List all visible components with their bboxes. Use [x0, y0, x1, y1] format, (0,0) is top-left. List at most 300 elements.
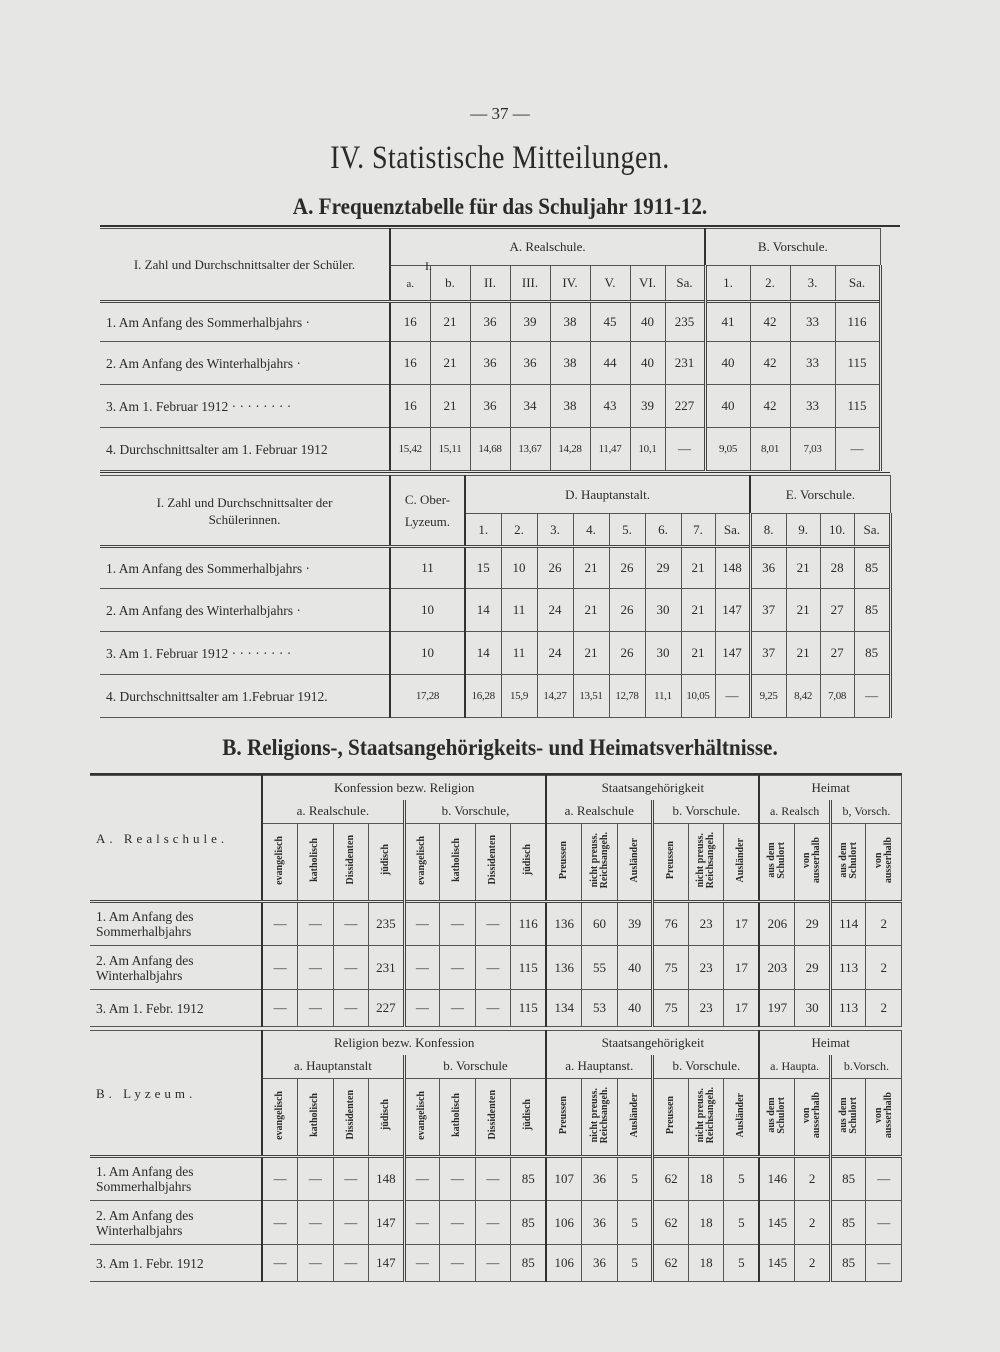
- table-label-header: A. Realschule.: [90, 776, 262, 902]
- religion-table-lyzeum: [90, 1030, 902, 1282]
- column-header: evangelisch: [416, 1090, 428, 1140]
- column-header-cell: [475, 1079, 511, 1157]
- table-row: [100, 302, 880, 342]
- cell: —: [298, 1157, 334, 1201]
- section-b-title: B. Religions-, Staatsangehörigkeits- und Heimatsverhältnisse.: [222, 735, 778, 760]
- column-header-cell: [550, 266, 590, 302]
- cell: 21: [573, 589, 609, 632]
- column-header: a.: [406, 278, 415, 290]
- cell: —: [835, 428, 880, 471]
- cell: —: [440, 902, 476, 946]
- cell: 113: [830, 946, 866, 990]
- column-header: Sa.: [848, 275, 866, 290]
- column-header-cell: [790, 266, 835, 302]
- cell: 27: [820, 589, 854, 632]
- cell: 37: [750, 589, 786, 632]
- cell: 116: [835, 302, 880, 342]
- cell: 16,28: [465, 675, 501, 718]
- cell: 11: [390, 547, 465, 589]
- column-header: b.: [445, 275, 455, 290]
- column-header: 3.: [537, 514, 573, 547]
- cell: —: [298, 990, 334, 1027]
- cell: 2: [866, 990, 902, 1027]
- table-row: [90, 990, 902, 1027]
- column-header-cell: [369, 1079, 405, 1157]
- column-header-cell: [404, 824, 440, 902]
- cell: 29: [645, 547, 681, 589]
- cell: 85: [830, 1201, 866, 1245]
- column-header: von ausserhalb: [872, 836, 894, 884]
- column-header-cell: [653, 1079, 689, 1157]
- group-header: Heimat: [759, 1031, 901, 1055]
- cell: 37: [750, 632, 786, 675]
- cell: 38: [550, 385, 590, 428]
- cell: —: [333, 902, 369, 946]
- column-header: Preussen: [665, 840, 677, 880]
- page-title: IV. Statistische Mitteilungen.: [330, 140, 670, 176]
- cell: 115: [835, 385, 880, 428]
- cell: 10: [501, 547, 537, 589]
- column-header: von ausserhalb: [801, 836, 823, 884]
- cell: 15: [465, 547, 501, 589]
- column-header-cell: [759, 1079, 795, 1157]
- cell: 40: [630, 342, 665, 385]
- cell: 62: [653, 1245, 689, 1282]
- column-header: 8.: [750, 514, 786, 547]
- cell: 26: [609, 547, 645, 589]
- column-header-cell: [440, 824, 476, 902]
- cell: 235: [665, 302, 705, 342]
- cell: 41: [705, 302, 750, 342]
- cell: 85: [830, 1245, 866, 1282]
- column-header: 2.: [501, 514, 537, 547]
- group-header: A. Realschule.: [390, 229, 705, 266]
- cell: 16: [390, 302, 430, 342]
- cell: 206: [759, 902, 795, 946]
- cell: —: [333, 946, 369, 990]
- column-header-cell: [688, 824, 724, 902]
- column-header: von ausserhalb: [801, 1091, 823, 1139]
- table-row: [90, 1157, 902, 1201]
- cell: 39: [510, 302, 550, 342]
- cell: 21: [573, 547, 609, 589]
- cell: —: [333, 1245, 369, 1282]
- column-header: 10.: [820, 514, 854, 547]
- cell: —: [866, 1245, 902, 1282]
- frequency-table-boys: [100, 228, 882, 471]
- cell: —: [440, 1245, 476, 1282]
- frequency-table-girls: [100, 475, 892, 718]
- row-label: 1. Am Anfang des Sommerhalbjahrs: [90, 1157, 262, 1201]
- column-header-cell: [830, 824, 866, 902]
- cell: 11: [501, 589, 537, 632]
- cell: 53: [582, 990, 618, 1027]
- cell: 30: [645, 589, 681, 632]
- column-header: Ausländer: [735, 837, 747, 883]
- cell: 17: [724, 946, 760, 990]
- group-header: D. Hauptanstalt.: [465, 476, 750, 514]
- cell: —: [866, 1157, 902, 1201]
- column-header: 5.: [609, 514, 645, 547]
- cell: 148: [369, 1157, 405, 1201]
- column-header: Sa.: [715, 514, 750, 547]
- cell: 10,1: [630, 428, 665, 471]
- cell: 15,42: [390, 428, 430, 471]
- cell: 12,78: [609, 675, 645, 718]
- cell: 106: [546, 1201, 582, 1245]
- column-header: 9.: [786, 514, 820, 547]
- cell: 21: [786, 547, 820, 589]
- cell: 40: [705, 385, 750, 428]
- column-header: nicht preuss. Reichsangeh.: [695, 1086, 717, 1144]
- column-header-cell: [369, 824, 405, 902]
- cell: —: [262, 990, 298, 1027]
- column-header-cell: [830, 1079, 866, 1157]
- row-label: 2. Am Anfang des Winterhalbjahrs: [90, 946, 262, 990]
- table-label-header: I. Zahl und Durchschnittsalter der Schülerinnen.: [100, 476, 390, 547]
- cell: 85: [854, 589, 890, 632]
- cell: 114: [830, 902, 866, 946]
- column-header-cell: [430, 266, 470, 302]
- column-header-cell: [835, 266, 880, 302]
- cell: 2: [795, 1157, 831, 1201]
- column-header: 1.: [723, 275, 733, 290]
- cell: 60: [582, 902, 618, 946]
- cell: —: [440, 946, 476, 990]
- column-header-cell: [617, 824, 653, 902]
- cell: 36: [750, 547, 786, 589]
- column-header-cell: [582, 824, 618, 902]
- column-header-cell: [582, 1079, 618, 1157]
- cell: —: [298, 946, 334, 990]
- column-header-cell: [511, 824, 547, 902]
- column-header: jüdisch: [379, 844, 391, 876]
- cell: 147: [715, 589, 750, 632]
- column-header: aus dem Schulort: [766, 841, 788, 879]
- column-header-cell: [390, 259, 432, 302]
- cell: 29: [795, 902, 831, 946]
- column-header: 2.: [765, 275, 775, 290]
- cell: 5: [617, 1201, 653, 1245]
- cell: 29: [795, 946, 831, 990]
- cell: 145: [759, 1201, 795, 1245]
- cell: —: [475, 1201, 511, 1245]
- column-header: 6.: [645, 514, 681, 547]
- cell: 7,03: [790, 428, 835, 471]
- cell: —: [715, 675, 750, 718]
- column-header-cell: [665, 266, 705, 302]
- cell: 10,05: [681, 675, 715, 718]
- column-header-cell: [750, 266, 790, 302]
- cell: 11: [501, 632, 537, 675]
- row-label: 1. Am Anfang des Sommerhalbjahrs ·: [100, 547, 390, 589]
- cell: 33: [790, 342, 835, 385]
- cell: 26: [609, 632, 645, 675]
- cell: 14,28: [550, 428, 590, 471]
- column-header: evangelisch: [274, 835, 286, 885]
- column-header-cell: [590, 266, 630, 302]
- table-label-header: B. Lyzeum.: [90, 1031, 262, 1157]
- cell: 17,28: [390, 675, 465, 718]
- group-header: Religion bezw. Konfession: [262, 1031, 546, 1055]
- cell: 2: [866, 902, 902, 946]
- cell: 147: [715, 632, 750, 675]
- cell: 21: [573, 632, 609, 675]
- cell: 23: [688, 946, 724, 990]
- column-header: 3.: [807, 275, 818, 290]
- group-header: E. Vorschule.: [750, 476, 890, 514]
- cell: 15,11: [430, 428, 470, 471]
- cell: —: [854, 675, 890, 718]
- column-header-cell: [511, 1079, 547, 1157]
- cell: 14,27: [537, 675, 573, 718]
- cell: 2: [866, 946, 902, 990]
- cell: 38: [550, 342, 590, 385]
- cell: 18: [688, 1157, 724, 1201]
- cell: 145: [759, 1245, 795, 1282]
- subgroup-header: b. Vorschule.: [653, 800, 760, 824]
- cell: —: [440, 990, 476, 1027]
- cell: 203: [759, 946, 795, 990]
- column-header-cell: [333, 1079, 369, 1157]
- column-header-cell: [404, 1079, 440, 1157]
- cell: —: [440, 1201, 476, 1245]
- cell: 10: [390, 589, 465, 632]
- table-row: [100, 675, 890, 718]
- cell: 227: [369, 990, 405, 1027]
- cell: 40: [617, 990, 653, 1027]
- column-header-cell: [333, 824, 369, 902]
- column-header-cell: [688, 1079, 724, 1157]
- cell: 21: [430, 385, 470, 428]
- cell: 33: [790, 302, 835, 342]
- column-header-cell: [724, 824, 760, 902]
- column-header: Sa.: [676, 275, 693, 290]
- column-header: katholisch: [309, 1093, 321, 1137]
- cell: 15,9: [501, 675, 537, 718]
- cell: 38: [550, 302, 590, 342]
- cell: 13,67: [510, 428, 550, 471]
- column-header: Preussen: [558, 840, 570, 880]
- religion-table-realschule: [90, 775, 902, 1027]
- row-label: 4. Durchschnittsalter am 1. Februar 1912: [100, 428, 390, 471]
- cell: 147: [369, 1201, 405, 1245]
- cell: 23: [688, 990, 724, 1027]
- cell: 107: [546, 1157, 582, 1201]
- cell: —: [475, 990, 511, 1027]
- subgroup-header: b. Vorschule: [404, 1055, 546, 1079]
- column-header-cell: [617, 1079, 653, 1157]
- cell: 85: [830, 1157, 866, 1201]
- cell: —: [404, 902, 440, 946]
- cell: 11,1: [645, 675, 681, 718]
- cell: 116: [511, 902, 547, 946]
- class-I-label: I.: [425, 259, 432, 273]
- subgroup-header: b.Vorsch.: [830, 1055, 901, 1079]
- cell: 30: [795, 990, 831, 1027]
- column-header: 1.: [465, 514, 501, 547]
- column-header: V.: [604, 275, 616, 290]
- cell: —: [262, 1157, 298, 1201]
- table-row: [90, 1201, 902, 1245]
- cell: 34: [510, 385, 550, 428]
- column-header-cell: [298, 824, 334, 902]
- cell: 23: [688, 902, 724, 946]
- table-label-header: I. Zahl und Durchschnittsalter der Schüler.: [100, 229, 390, 302]
- cell: 55: [582, 946, 618, 990]
- group-header: Staatsangehörigkeit: [546, 1031, 759, 1055]
- table-row: [90, 946, 902, 990]
- cell: 227: [665, 385, 705, 428]
- column-header: jüdisch: [522, 844, 534, 876]
- column-header: aus dem Schulort: [837, 1096, 859, 1134]
- group-header: Staatsangehörigkeit: [546, 776, 759, 800]
- cell: 42: [750, 385, 790, 428]
- section-a-title: A. Frequenztabelle für das Schuljahr 1911-12.: [292, 194, 708, 219]
- cell: 11,47: [590, 428, 630, 471]
- row-label: 3. Am 1. Febr. 1912: [90, 1245, 262, 1282]
- cell: —: [333, 990, 369, 1027]
- table-row: [90, 902, 902, 946]
- column-header: aus dem Schulort: [837, 841, 859, 879]
- cell: —: [404, 1245, 440, 1282]
- cell: 148: [715, 547, 750, 589]
- cell: 10: [390, 632, 465, 675]
- cell: 21: [430, 342, 470, 385]
- cell: 113: [830, 990, 866, 1027]
- cell: 235: [369, 902, 405, 946]
- cell: —: [404, 1157, 440, 1201]
- cell: 8,01: [750, 428, 790, 471]
- cell: 21: [786, 589, 820, 632]
- cell: —: [262, 1201, 298, 1245]
- row-label: 3. Am 1. Februar 1912 · · · · · · · ·: [100, 385, 390, 428]
- cell: 16: [390, 385, 430, 428]
- column-header-cell: [866, 824, 902, 902]
- cell: 85: [511, 1157, 547, 1201]
- column-header: evangelisch: [274, 1090, 286, 1140]
- cell: 2: [795, 1245, 831, 1282]
- cell: —: [333, 1201, 369, 1245]
- subgroup-header: a. Realsch: [759, 800, 830, 824]
- row-label: 2. Am Anfang des Winterhalbjahrs ·: [100, 342, 390, 385]
- cell: 85: [511, 1245, 547, 1282]
- cell: —: [475, 946, 511, 990]
- cell: 36: [470, 302, 510, 342]
- row-label: 2. Am Anfang des Winterhalbjahrs: [90, 1201, 262, 1245]
- cell: 36: [582, 1157, 618, 1201]
- subgroup-header: b. Vorschule,: [404, 800, 546, 824]
- cell: 33: [790, 385, 835, 428]
- row-label: 1. Am Anfang des Sommerhalbjahrs ·: [100, 302, 390, 342]
- cell: 36: [582, 1201, 618, 1245]
- cell: 40: [617, 946, 653, 990]
- column-header: III.: [521, 275, 539, 290]
- cell: —: [262, 902, 298, 946]
- row-label: 2. Am Anfang des Winterhalbjahrs ·: [100, 589, 390, 632]
- column-header: evangelisch: [416, 835, 428, 885]
- cell: 21: [786, 632, 820, 675]
- column-header-cell: [546, 824, 582, 902]
- group-header: Konfession bezw. Religion: [262, 776, 546, 800]
- column-header: katholisch: [451, 838, 463, 882]
- table-row: [100, 547, 890, 589]
- subgroup-header: a. Hauptanst.: [546, 1055, 653, 1079]
- column-header-cell: [546, 1079, 582, 1157]
- subgroup-header: b. Vorschule.: [653, 1055, 760, 1079]
- column-header: von ausserhalb: [872, 1091, 894, 1139]
- column-header: Ausländer: [628, 837, 640, 883]
- column-header: 7.: [681, 514, 715, 547]
- column-header: Preussen: [558, 1095, 570, 1135]
- cell: 136: [546, 902, 582, 946]
- cell: 18: [688, 1201, 724, 1245]
- cell: 21: [430, 302, 470, 342]
- cell: 42: [750, 342, 790, 385]
- column-header: jüdisch: [379, 1099, 391, 1131]
- row-label: 3. Am 1. Febr. 1912: [90, 990, 262, 1027]
- cell: 5: [617, 1245, 653, 1282]
- cell: 85: [854, 547, 890, 589]
- cell: 36: [470, 385, 510, 428]
- cell: 36: [510, 342, 550, 385]
- column-header-cell: [262, 824, 298, 902]
- cell: 7,08: [820, 675, 854, 718]
- cell: 115: [835, 342, 880, 385]
- cell: 18: [688, 1245, 724, 1282]
- cell: 26: [609, 589, 645, 632]
- column-header-cell: [705, 266, 750, 302]
- column-header: katholisch: [451, 1093, 463, 1137]
- cell: 231: [665, 342, 705, 385]
- cell: 13,51: [573, 675, 609, 718]
- cell: —: [475, 1245, 511, 1282]
- column-header: aus dem Schulort: [766, 1096, 788, 1134]
- column-header: Dissidenten: [344, 1090, 356, 1140]
- subgroup-header: a. Realschule.: [262, 800, 404, 824]
- row-label: 1. Am Anfang des Sommerhalbjahrs: [90, 902, 262, 946]
- cell: 5: [617, 1157, 653, 1201]
- group-header: C. Ober-Lyzeum.: [390, 476, 465, 547]
- subgroup-header: a. Realschule: [546, 800, 653, 824]
- cell: 14,68: [470, 428, 510, 471]
- column-header-cell: [759, 824, 795, 902]
- cell: —: [866, 1201, 902, 1245]
- cell: 8,42: [786, 675, 820, 718]
- cell: —: [475, 1157, 511, 1201]
- cell: 26: [537, 547, 573, 589]
- cell: 14: [465, 589, 501, 632]
- row-label: 3. Am 1. Februar 1912 · · · · · · · ·: [100, 632, 390, 675]
- column-header: Dissidenten: [486, 835, 498, 885]
- subgroup-header: a. Hauptanstalt: [262, 1055, 404, 1079]
- cell: —: [665, 428, 705, 471]
- column-header: nicht preuss. Reichsangeh.: [588, 831, 610, 889]
- cell: 106: [546, 1245, 582, 1282]
- page-number: — 37 —: [470, 104, 530, 123]
- column-header-cell: [653, 824, 689, 902]
- cell: 115: [511, 946, 547, 990]
- cell: —: [440, 1157, 476, 1201]
- column-header: II.: [484, 275, 496, 290]
- cell: —: [404, 946, 440, 990]
- cell: 17: [724, 990, 760, 1027]
- column-header: nicht preuss. Reichsangeh.: [695, 831, 717, 889]
- column-header: 4.: [573, 514, 609, 547]
- cell: 27: [820, 632, 854, 675]
- cell: 39: [630, 385, 665, 428]
- column-header-cell: [630, 266, 665, 302]
